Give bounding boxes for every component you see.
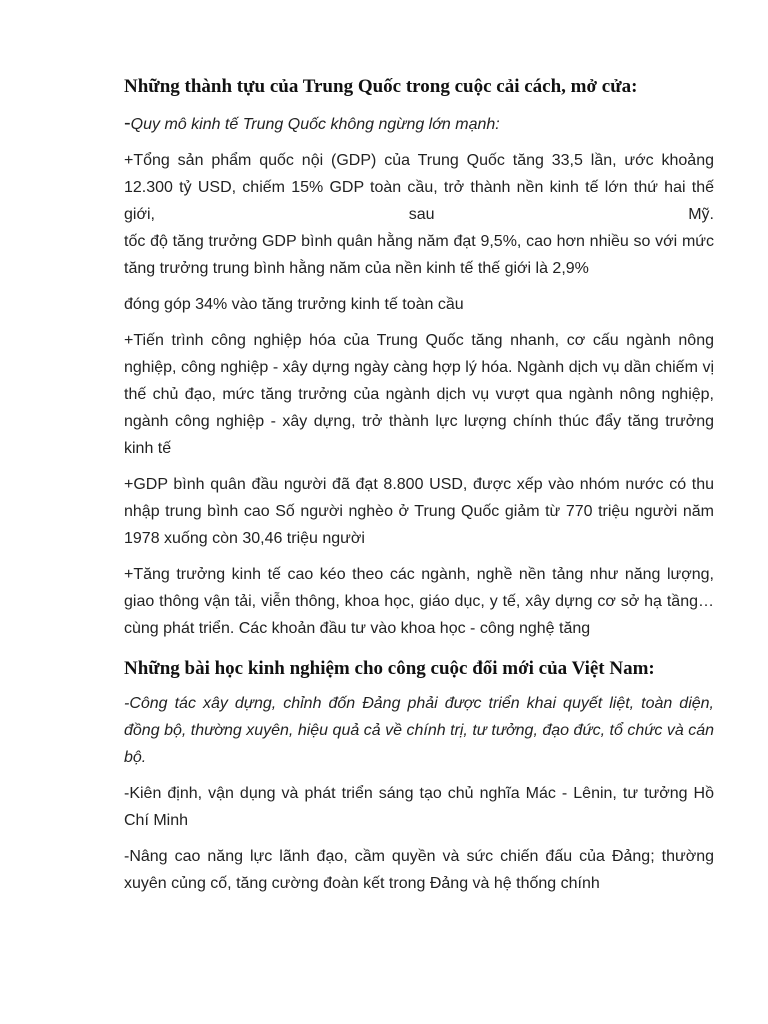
- paragraph-gdp-per-capita: +GDP bình quân đầu người đã đạt 8.800 USD, được xếp vào nhóm nước có thu nhập trung bình cao Số người nghèo ở Trung Quốc giảm từ 770 triệu người năm 1978 xuống còn 30,46 triệu người: [124, 476, 714, 547]
- paragraph-gdp-part1: +Tổng sản phẩm quốc nội (GDP) của Trung Quốc tăng 33,5 lần, ước khoảng 12.300 tỷ USD, chiếm 15% GDP toàn cầu, trở thành nền kinh tế lớn thứ hai thế giới, sau Mỹ.: [124, 152, 714, 223]
- paragraph-gdp-part2: tốc độ tăng trưởng GDP bình quân hằng năm đạt 9,5%, cao hơn nhiều so với mức tăng trưởng trung bình hằng năm của nền kinh tế thế giới là 2,9%: [124, 233, 714, 277]
- paragraph-marxism: -Kiên định, vận dụng và phát triển sáng tạo chủ nghĩa Mác - Lênin, tư tưởng Hồ Chí Minh: [124, 785, 714, 829]
- subheading-economy-scale: [124, 110, 714, 138]
- paragraph-gdp: [124, 147, 714, 282]
- paragraph-party-building: -Công tác xây dựng, chỉnh đốn Đảng phải được triển khai quyết liệt, toàn diện, đồng bộ, thường xuyên, hiệu quả cả về chính trị, tư tưởng, đạo đức, tổ chức và cán bộ.: [124, 695, 714, 766]
- paragraph-contribution: đóng góp 34% vào tăng trưởng kinh tế toàn cầu: [124, 296, 464, 313]
- subheading-dash: -: [124, 112, 131, 134]
- subheading-text: Quy mô kinh tế Trung Quốc không ngừng lớn mạnh:: [130, 116, 500, 133]
- paragraph-industrialization: +Tiến trình công nghiệp hóa của Trung Quốc tăng nhanh, cơ cấu ngành nông nghiệp, công nghiệp - xây dựng ngày càng hợp lý hóa. Ngành dịch vụ dần chiếm vị thế chủ đạo, mức tăng trưởng của ngành dịch vụ vượt qua ngành nông nghiệp, ngành công nghiệp - xây dựng, trở thành lực lượng chính thúc đẩy tăng trưởng kinh tế: [124, 332, 714, 457]
- document-page: [124, 68, 714, 906]
- section-heading-achievements: Những thành tựu của Trung Quốc trong cuộc cải cách, mở cửa:: [124, 76, 638, 97]
- paragraph-growth-sectors: +Tăng trưởng kinh tế cao kéo theo các ngành, nghề nền tảng như năng lượng, giao thông vận tải, viễn thông, khoa học, giáo dục, y tế, xây dựng cơ sở hạ tầng… cùng phát triển. Các khoản đầu tư vào khoa học - công nghệ tăng: [124, 566, 714, 637]
- paragraph-leadership: -Nâng cao năng lực lãnh đạo, cầm quyền và sức chiến đấu của Đảng; thường xuyên củng cố, tăng cường đoàn kết trong Đảng và hệ thống chính: [124, 848, 714, 892]
- section-heading-lessons: Những bài học kinh nghiệm cho công cuộc đổi mới của Việt Nam:: [124, 658, 655, 679]
